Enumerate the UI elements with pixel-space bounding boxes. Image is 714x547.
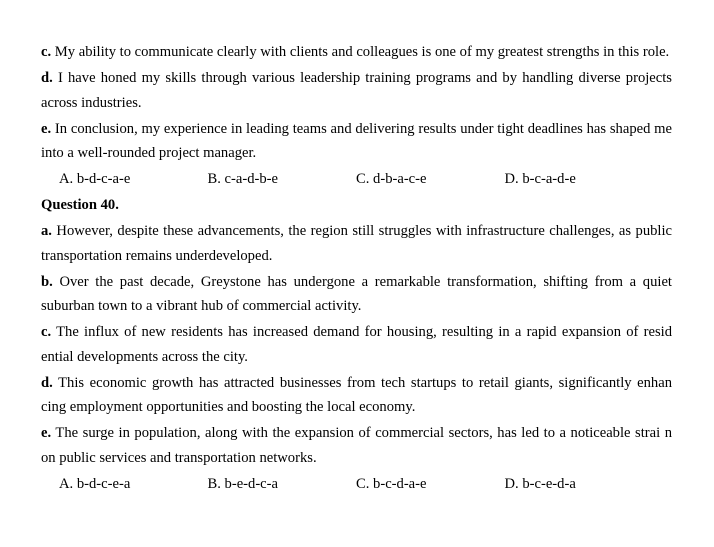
q39-item-d [41,66,672,115]
q40-item-d [41,371,672,420]
item-label: e. [41,425,52,441]
item-text: The influx of new residents has increased demand for housing, resulting in a rapid expansion of resid ential developments across the city. [41,324,673,365]
q40-options [41,472,672,497]
q40-item-e [41,421,672,470]
q39-item-c [41,40,672,65]
item-text: However, despite these advancements, the region still struggles with infrastructure challenges, as public transportation remains underdeveloped. [41,223,673,264]
option-d: D. b-c-e-d-a [504,475,576,492]
item-label: c. [41,324,52,340]
option-b: B. b-e-d-c-a [207,475,278,492]
q40-item-c [41,320,672,369]
item-text: The surge in population, along with the expansion of commercial sectors, has led to a noticeable strai n on public services and transportation networks. [41,425,673,466]
option-a: A. b-d-c-e-a [59,475,131,492]
option-a: A. b-d-c-a-e [59,171,131,187]
option-d: D. b-c-a-d-e [504,171,576,187]
option-c: C. d-b-a-c-e [356,171,427,187]
q39-options [41,167,672,192]
q40-item-b [41,270,672,319]
item-label: a. [41,223,52,239]
item-text: Over the past decade, Greystone has undergone a remarkable transformation, shifting from a quiet suburban town to a vibrant hub of commercial activity. [41,273,672,314]
option-b: B. c-a-d-b-e [207,171,278,187]
item-text: In conclusion, my experience in leading teams and delivering results under tight deadlines has shaped me into a well-rounded project manager. [41,120,672,161]
q40-item-a [41,219,672,268]
item-text: I have honed my skills through various leadership training programs and by handling diverse projects across industries. [41,70,672,111]
option-c: C. b-c-d-a-e [356,475,427,492]
item-text: My ability to communicate clearly with clients and colleagues is one of my greatest strengths in this role. [54,44,670,60]
item-label: c. [41,44,52,60]
item-label: d. [41,70,53,86]
question-heading: Question 40. [41,197,119,213]
item-text: This economic growth has attracted businesses from tech startups to retail giants, significantly enhan cing employment opportunities and boosting the local economy. [41,374,672,415]
item-label: e. [41,120,52,137]
item-label: d. [41,374,53,391]
item-label: b. [41,273,53,290]
q39-item-e [41,117,672,166]
